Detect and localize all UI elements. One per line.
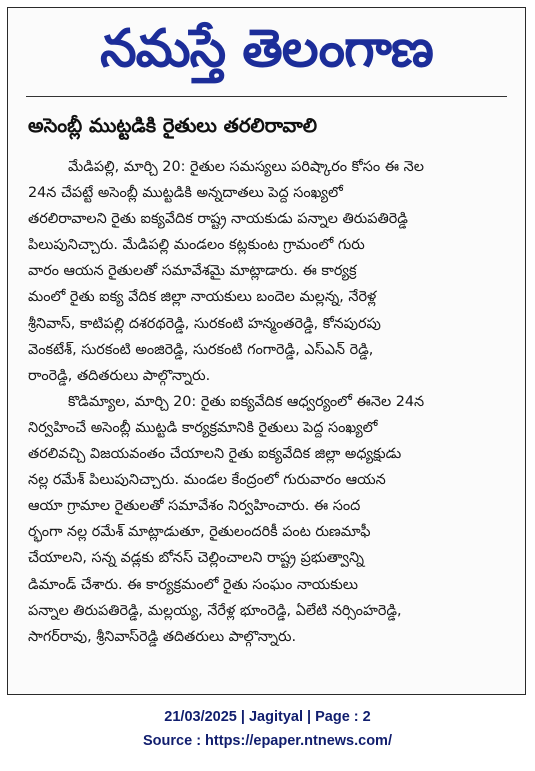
paragraph-line: పిలుపునిచ్చారు. మేడిపల్లి మండలం కట్లకుంట గ్రామంలో గురు [28, 237, 365, 254]
paragraph-line: ర్భంగా నల్ల రమేశ్ మాట్లాడుతూ, రైతులందరికీ పంట రుణమాఫీ [28, 524, 371, 541]
paragraph-2 [28, 389, 512, 650]
masthead-title: నమస్తే తెలంగాణ [100, 19, 433, 79]
footer [0, 705, 535, 753]
paragraph-line: మేడిపల్లి, మార్చి 20: రైతుల సమస్యలు పరిష్కారం కోసం ఈ నెల [68, 159, 424, 175]
masthead-divider [26, 96, 507, 97]
paragraph-line: తరలిరావాలని రైతు ఐక్యవేదిక రాష్ట్ర నాయకుడు పన్నాల తిరుపతిరెడ్డి [28, 211, 408, 228]
paragraph-1 [28, 154, 512, 389]
footer-source-link[interactable]: Source : https://epaper.ntnews.com/ [143, 733, 392, 749]
article-body [28, 154, 512, 650]
paragraph-line: నల్ల రమేశ్ పిలుపునిచ్చారు. మండల కేంద్రంలో గురువారం ఆయన [28, 472, 386, 489]
paragraph-line: చేయాలని, సన్న వడ్లకు బోనస్ చెల్లించాలని రాష్ట్ర ప్రభుత్వాన్ని [28, 550, 365, 567]
paragraph-line: తరలివచ్చి విజయవంతం చేయాలని రైతు ఐక్యవేదిక జిల్లా అధ్యక్షుడు [28, 446, 402, 463]
paragraph-line: 24న చేపట్టే అసెంబ్లీ ముట్టడికి అన్నదాతలు పెద్ద సంఖ్యలో [28, 185, 343, 202]
paragraph-line: డిమాండ్ చేశారు. ఈ కార్యక్రమంలో రైతు సంఘం నాయకులు [28, 576, 358, 593]
paragraph-line: రాంరెడ్డి, తదితరులు పాల్గొన్నారు. [28, 367, 211, 384]
paragraph-line: వెంకటేశ్, సురకంటి అంజిరెడ్డి, సురకంటి గంగారెడ్డి, ఎస్ఎన్ రెడ్డి, [28, 341, 374, 358]
paragraph-line: నిర్వహించే అసెంబ్లీ ముట్టడి కార్యక్రమానికి రైతులు పెద్ద సంఖ్యలో [28, 419, 378, 436]
paragraph-line: శ్రీనివాస్, కాటిపల్లి దశరథరెడ్డి, సురకంటి హన్మంతరెడ్డి, కోనపురపు [28, 315, 381, 332]
paragraph-line: వారం ఆయన రైతులతో సమావేశమై మాట్లాడారు. ఈ కార్యక్ర [28, 263, 357, 280]
paragraph-line: పన్నాల తిరుపతిరెడ్డి, మల్లయ్య, నేరేళ్ల భూంరెడ్డి, ఏలేటి నర్సింహరెడ్డి, [28, 602, 402, 619]
paragraph-line: మంలో రైతు ఐక్య వేదిక జిల్లా నాయకులు బందెల మల్లన్న, నేరెళ్ల [28, 289, 377, 306]
paragraph-line: కొడిమ్యాల, మార్చి 20: రైతు ఐక్యవేదిక ఆధ్వర్యంలో ఈనెల 24న [68, 393, 425, 410]
clipping-frame [7, 7, 526, 695]
article-headline: అసెంబ్లీ ముట్టడికి రైతులు తరలిరావాలి [28, 114, 318, 137]
paragraph-line: సాగర్‌రావు, శ్రీనివాస్‌రెడ్డి తదితరులు పాల్గొన్నారు. [28, 628, 297, 645]
footer-dateline: 21/03/2025 | Jagityal | Page : 2 [164, 709, 371, 725]
paragraph-line: ఆయా గ్రామాల రైతులతో సమావేశం నిర్వహించారు. ఈ సంద [28, 498, 361, 515]
